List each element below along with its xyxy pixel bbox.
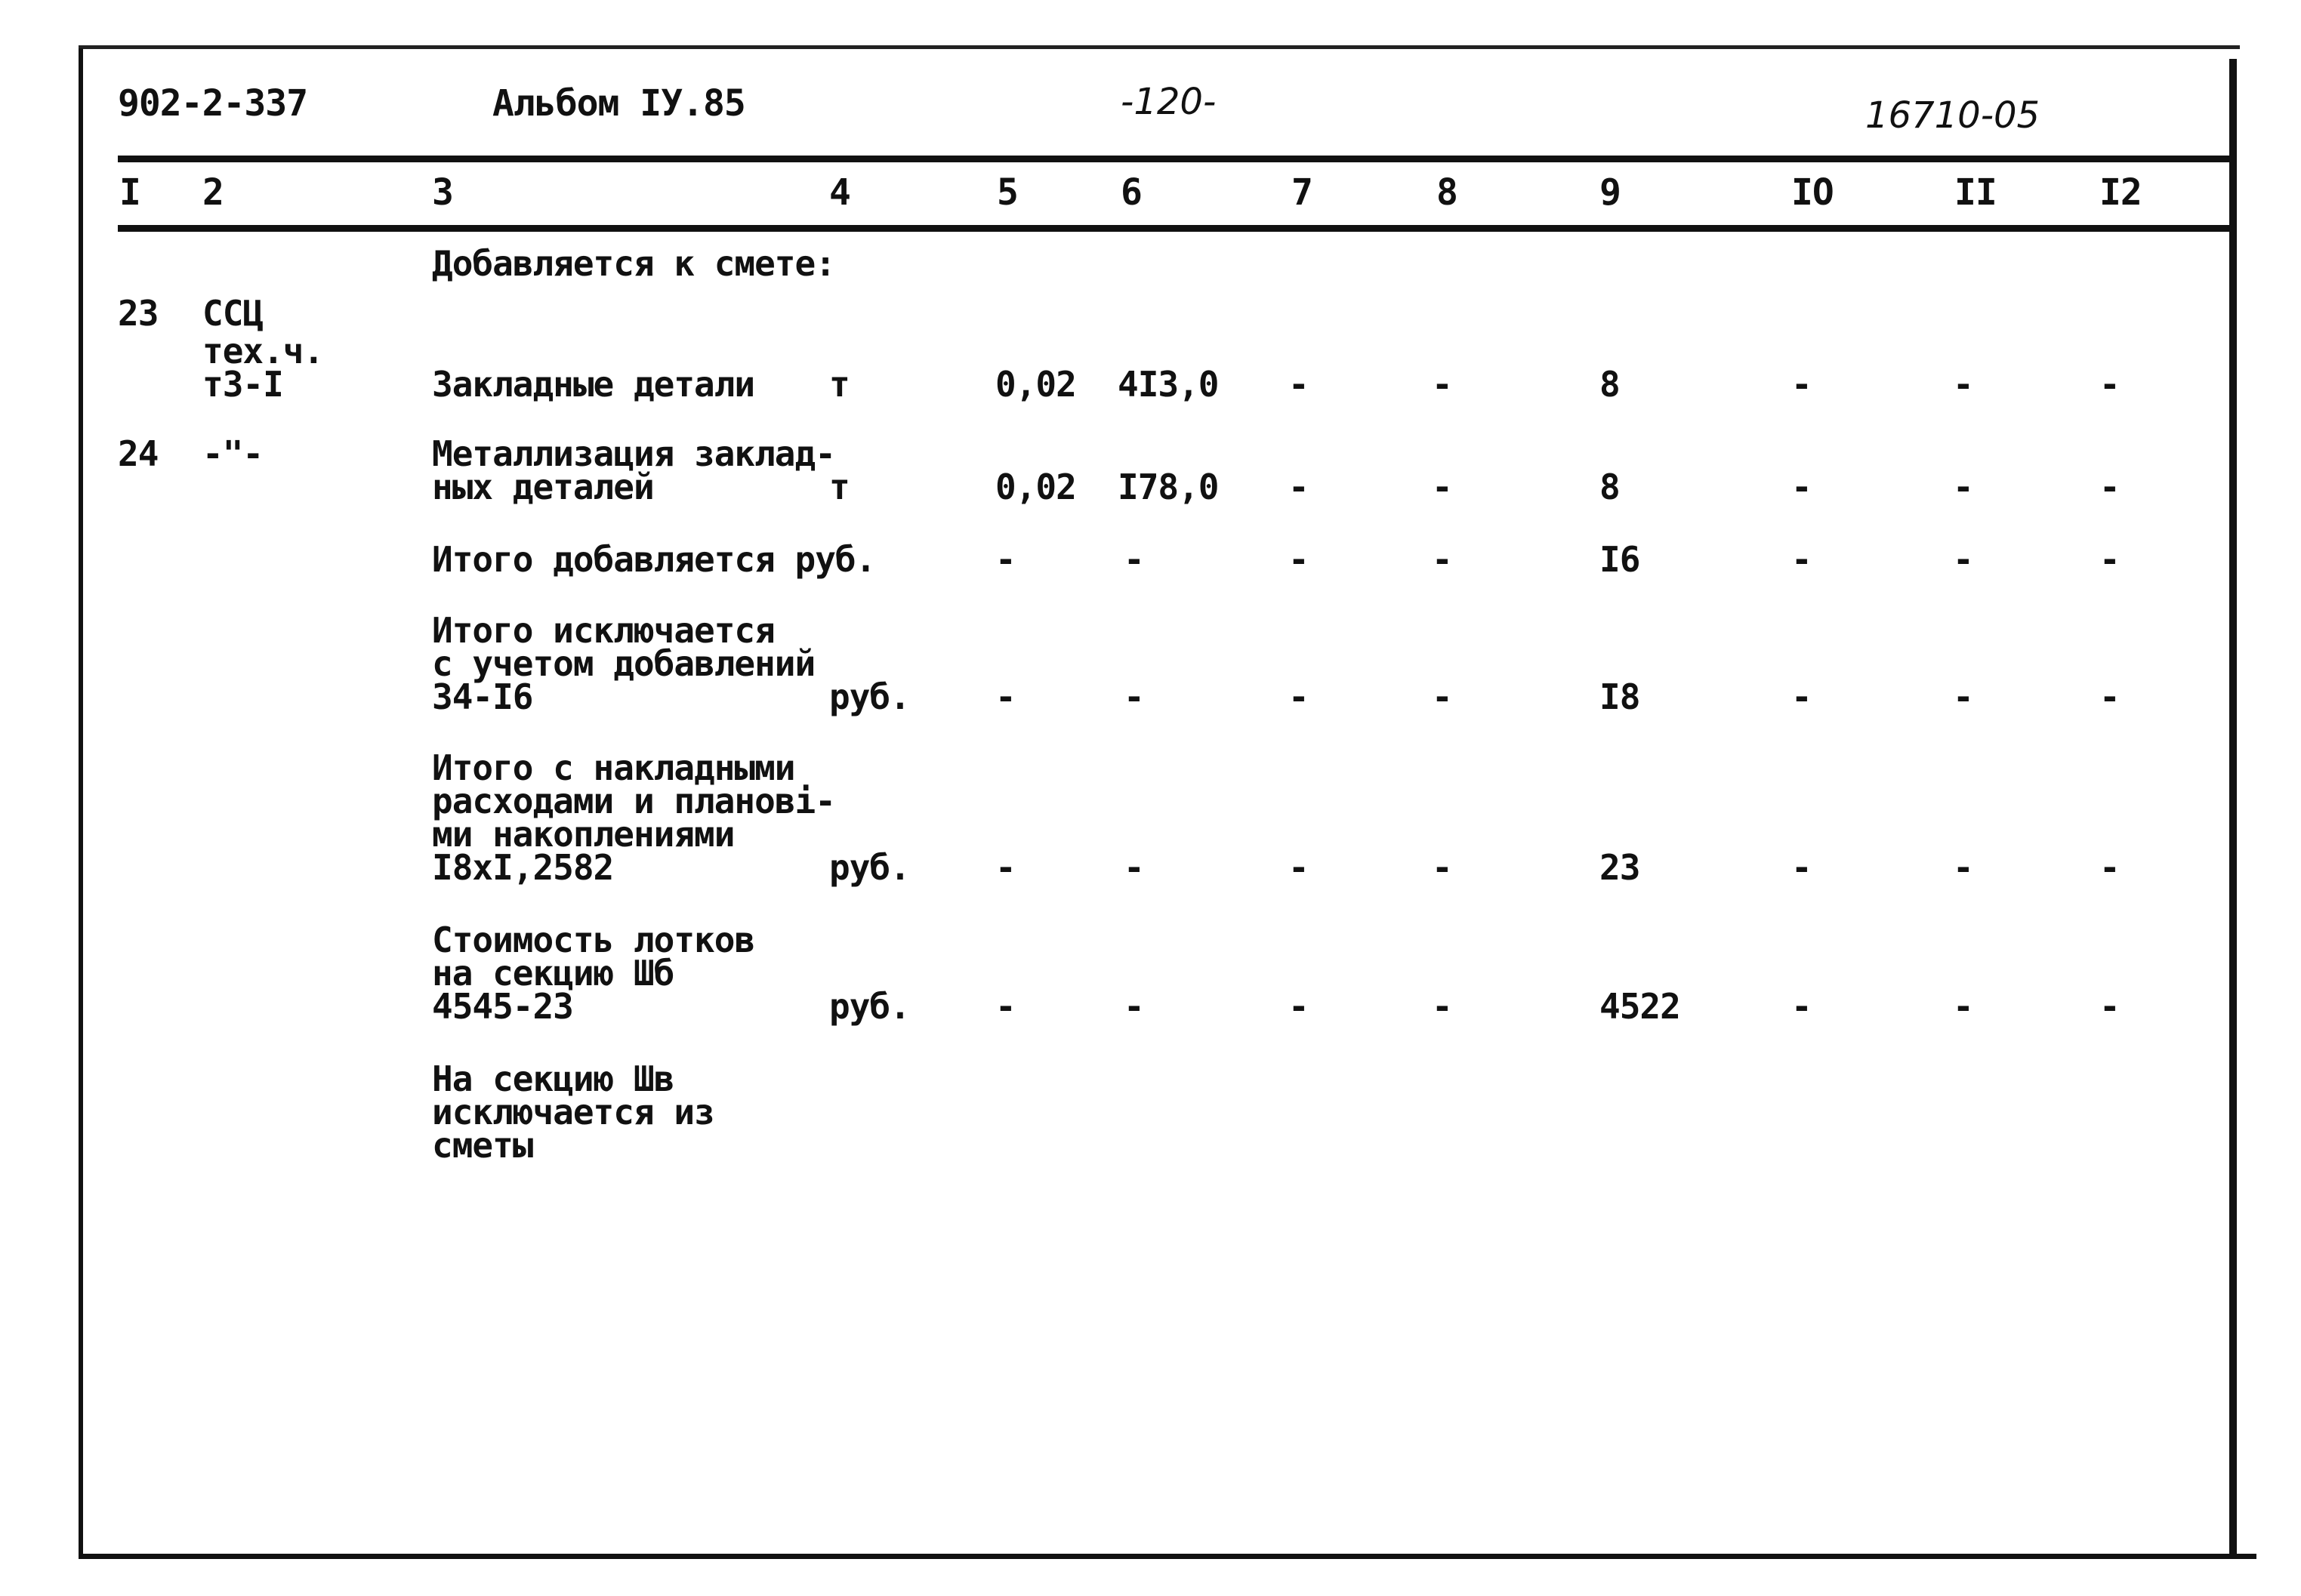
unit: т <box>829 364 850 405</box>
unit: руб. <box>829 986 910 1027</box>
cell-col9: 8 <box>1599 364 1620 405</box>
frame-top <box>79 45 2240 49</box>
unit: руб. <box>829 676 910 717</box>
note-line: исключается из <box>432 1092 714 1132</box>
item-name: на секцию Шб <box>432 953 674 994</box>
cell-col9: 4522 <box>1599 986 1680 1027</box>
cell-col12: - <box>2099 847 2120 888</box>
page-number: -120- <box>1121 81 1217 123</box>
source-ref: ССЦ <box>202 293 264 334</box>
album-label: Альбом IУ.85 <box>492 82 745 125</box>
item-name: Итого исключается <box>432 610 775 651</box>
item-name: ных деталей <box>432 467 654 507</box>
cell-col11: - <box>1953 676 1973 717</box>
cell-col12: - <box>2099 467 2120 507</box>
quantity: 0,02 <box>995 467 1076 507</box>
item-name: I8xI,2582 <box>432 847 614 888</box>
cell-col10: - <box>1791 467 1812 507</box>
item-name: Итого добавляется руб. <box>432 539 876 580</box>
frame-left <box>79 48 83 1557</box>
cell-col11: - <box>1953 847 1973 888</box>
item-name: Стоимость лотков <box>432 920 755 960</box>
row-number: 23 <box>118 293 159 334</box>
note-line: На секцию Шв <box>432 1058 674 1099</box>
item-name: 34-I6 <box>432 676 533 717</box>
cell-col7: - <box>1288 986 1309 1027</box>
section-intro: Добавляется к смете: <box>432 243 835 284</box>
cell-col6: - <box>1124 539 1144 580</box>
cell-col8: - <box>1432 539 1452 580</box>
doc-code: 902-2-337 <box>118 82 308 125</box>
cell-col5: - <box>995 676 1016 717</box>
unit-price: I78,0 <box>1118 467 1219 507</box>
cell-col7: - <box>1288 364 1309 405</box>
frame-right <box>2229 59 2237 1558</box>
cell-col8: - <box>1432 364 1452 405</box>
cell-col6: - <box>1124 986 1144 1027</box>
cell-col9: 23 <box>1599 847 1640 888</box>
unit: руб. <box>829 847 910 888</box>
cell-col9: 8 <box>1599 467 1620 507</box>
inventory-number: 16710-05 <box>1865 94 2040 137</box>
cell-col5: - <box>995 539 1016 580</box>
column-number: II <box>1954 171 1997 214</box>
cell-col10: - <box>1791 847 1812 888</box>
row-number: 24 <box>118 433 159 474</box>
cell-col12: - <box>2099 986 2120 1027</box>
cell-col5: - <box>995 986 1016 1027</box>
column-header-rule <box>118 225 2232 232</box>
header-rule <box>118 156 2232 162</box>
column-number: IO <box>1791 171 1834 214</box>
cell-col10: - <box>1791 986 1812 1027</box>
cell-col8: - <box>1432 986 1452 1027</box>
item-name: Итого с накладными <box>432 747 795 788</box>
column-number: I <box>119 171 140 214</box>
cell-col8: - <box>1432 676 1452 717</box>
column-number: I2 <box>2099 171 2142 214</box>
item-name: Закладные детали <box>432 364 755 405</box>
frame-bottom <box>79 1554 2256 1559</box>
cell-col7: - <box>1288 539 1309 580</box>
cell-col11: - <box>1953 539 1973 580</box>
cell-col11: - <box>1953 364 1973 405</box>
cell-col12: - <box>2099 676 2120 717</box>
unit-price: 4I3,0 <box>1118 364 1219 405</box>
item-name: 4545-23 <box>432 986 573 1027</box>
cell-col9: I8 <box>1599 676 1640 717</box>
item-name: Металлизация заклад- <box>432 433 835 474</box>
column-number: 4 <box>829 171 850 214</box>
source-ref: тех.ч. <box>202 331 324 371</box>
cell-col8: - <box>1432 467 1452 507</box>
cell-col11: - <box>1953 986 1973 1027</box>
source-ref: -"- <box>202 433 264 474</box>
item-name: ми накоплениями <box>432 814 735 855</box>
cell-col7: - <box>1288 847 1309 888</box>
column-number: 3 <box>432 171 453 214</box>
cell-col6: - <box>1124 676 1144 717</box>
unit: т <box>829 467 850 507</box>
cell-col10: - <box>1791 539 1812 580</box>
cell-col6: - <box>1124 847 1144 888</box>
cell-col9: I6 <box>1599 539 1640 580</box>
cell-col12: - <box>2099 539 2120 580</box>
column-number: 6 <box>1121 171 1142 214</box>
cell-col10: - <box>1791 676 1812 717</box>
column-number: 5 <box>997 171 1018 214</box>
cell-col11: - <box>1953 467 1973 507</box>
column-number: 2 <box>202 171 224 214</box>
item-name: расходами и планові- <box>432 781 835 821</box>
column-number: 8 <box>1436 171 1457 214</box>
quantity: 0,02 <box>995 364 1076 405</box>
cell-col5: - <box>995 847 1016 888</box>
cell-col8: - <box>1432 847 1452 888</box>
column-number: 7 <box>1291 171 1312 214</box>
cell-col12: - <box>2099 364 2120 405</box>
column-number: 9 <box>1599 171 1621 214</box>
cell-col7: - <box>1288 467 1309 507</box>
cell-col10: - <box>1791 364 1812 405</box>
source-ref: т3-I <box>202 364 283 405</box>
cell-col7: - <box>1288 676 1309 717</box>
item-name: с учетом добавлений <box>432 643 816 684</box>
note-line: сметы <box>432 1125 533 1166</box>
